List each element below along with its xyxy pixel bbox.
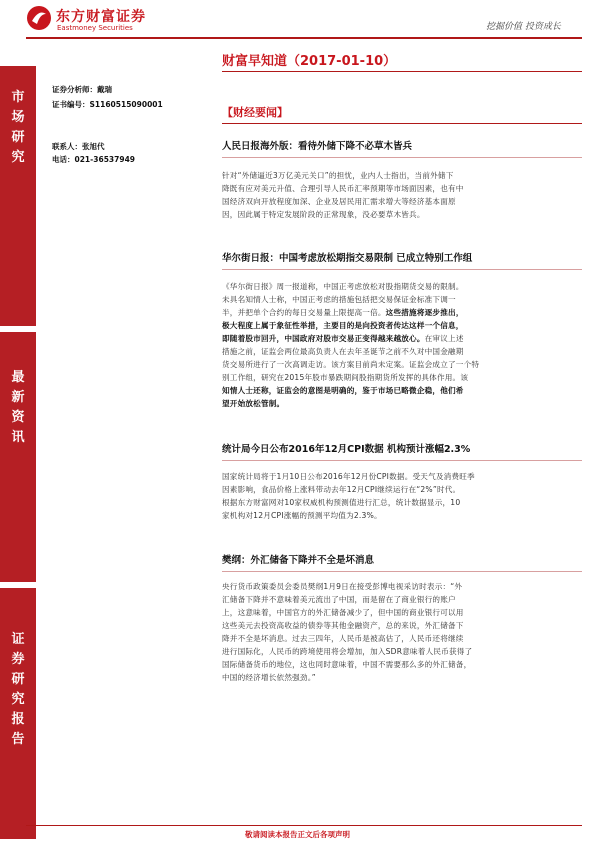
analyst-line: [52, 84, 112, 95]
article-emphasis: 知情人士还称，证监会的意图是明确的，鉴于市场已略微企稳，他们希: [222, 386, 464, 395]
article-line: 中国的经济增长依然强劲。”: [222, 673, 316, 682]
article-line: 根据东方财富网对10家权威机构预测值进行汇总，统计数据显示，10: [222, 498, 461, 507]
contact-line: [52, 141, 105, 152]
article-line: 别工作组，研究在2015年股市暴跌期间股指期货所发挥的具体作用。该: [222, 373, 469, 382]
article-heading: 统计局今日公布2016年12月CPI数据 机构预计涨幅2.3%: [222, 444, 471, 455]
sidebar: [0, 66, 36, 839]
brand-name: 东方财富证券: [56, 9, 146, 25]
title-divider: [222, 71, 582, 72]
header-divider: [26, 37, 582, 39]
article-emphasis: 这些措施将逐步推出，: [385, 308, 464, 317]
article-emphasis: 即随着股市回升，中国政府对股市交易正变得越来越放心。: [222, 334, 425, 343]
article-line: 进行国际化，人民币的跨境使用将会增加，加入SDR意味着人民币获得了: [222, 647, 473, 656]
article-line: 国家统计局将于1月10日公布2016年12月份CPI数据。受天气及消费旺季: [222, 472, 475, 481]
article-line: [222, 306, 582, 319]
article-body: [222, 169, 582, 221]
footer-disclaimer: 敬请阅读本报告正文后各项声明: [245, 830, 350, 839]
article-emphasis: 望开始放松管制。: [222, 399, 285, 408]
article-line: 降既有应对美元升值、合理引导人民币汇率预期等市场面因素，也有中: [222, 184, 464, 193]
article-divider: [222, 571, 582, 572]
report-title: 财富早知道（2017-01-10）: [222, 54, 397, 69]
article-body: [222, 280, 582, 410]
article-text: 在审议上述: [424, 334, 464, 343]
article-line: 国经济双向开放程度加深、企业及居民用汇需求增大等经济基本面原: [222, 197, 456, 206]
article-line: [222, 332, 582, 345]
article-heading: 人民日报海外版：看待外储下降不必草木皆兵: [222, 141, 413, 152]
article-line: 因素影响，食品价格上涨料带动去年12月CPI继续运行在“2%”时代。: [222, 485, 461, 494]
article-line: 因，因此属于特定发展阶段的正常现象，没必要草木皆兵。: [222, 210, 425, 219]
article-body: [222, 470, 582, 522]
sidebar-label-report: 证券研究报告: [11, 632, 25, 747]
article-line: 国际储备货币的地位，这也同时意味着，中国不需要那么多的外汇储备，: [222, 660, 472, 669]
article-line: 央行货币政策委员会委员樊纲1月9日在接受彭博电视采访时表示：“外: [222, 582, 463, 591]
section-label: 【财经要闻】: [222, 106, 288, 119]
article-line: [222, 319, 582, 332]
article-line: 这些美元去投资高收益的债券等其他金融资产，总的来说，外汇储备下: [222, 621, 464, 630]
cert-number: S1160515090001: [89, 100, 163, 109]
cert-label: 证书编号：: [52, 100, 90, 109]
article-emphasis: 极大程度上属于象征性举措，主要目的是向投资者传达这样一个信息，: [222, 321, 464, 330]
article-line: [222, 384, 582, 397]
phone-label: 电话：: [52, 155, 75, 164]
sidebar-block-news: [0, 332, 36, 582]
article-heading: 樊纲：外汇储备下降并不全是坏消息: [222, 555, 375, 566]
article-line: 《华尔街日报》周一报道称，中国正考虑放松对股指期货交易的限制。: [222, 282, 464, 291]
article-line: 降并不全是坏消息。过去三四年，人民币是被高估了，人民币还将继续: [222, 634, 464, 643]
analyst-name: 戴瑞: [97, 85, 112, 94]
article-line: 针对“外储逼近3万亿美元关口”的担忧，业内人士指出，当前外储下: [222, 171, 454, 180]
footer-divider: [26, 825, 582, 826]
sidebar-block-market: [0, 66, 36, 326]
article-line: 未具名知情人士称，中国正考虑的措施包括把交易保证金标准下调一: [222, 295, 456, 304]
article-line: 汇储备下降并不意味着美元流出了中国，而是留在了商业银行的账户: [222, 595, 456, 604]
cert-line: [52, 99, 163, 110]
analyst-label: 证券分析师：: [52, 85, 97, 94]
article-line: 货交易所进行了一次高调走访。该方案目前尚未定案。证监会成立了一个特: [222, 360, 480, 369]
article-heading: 华尔街日报：中国考虑放松期指交易限制 已成立特别工作组: [222, 253, 473, 264]
article-divider: [222, 460, 582, 461]
sidebar-label-news: 最新资讯: [11, 370, 25, 445]
contact-label: 联系人：: [52, 142, 82, 151]
contact-name: 张旭代: [82, 142, 105, 151]
sidebar-label-market: 市场研究: [11, 90, 25, 165]
phone-number: 021-36537949: [74, 155, 136, 164]
article-line: 上，这意味着，中国官方的外汇储备减少了，但中国的商业银行可以用: [222, 608, 464, 617]
article-divider: [222, 157, 582, 158]
section-divider: [222, 123, 582, 124]
article-line: 家机构对12月CPI涨幅的预测平均值为2.3%。: [222, 511, 382, 520]
sidebar-block-report: [0, 588, 36, 839]
phone-line: [52, 154, 135, 165]
eastmoney-logo-icon: [26, 5, 52, 31]
article-divider: [222, 269, 582, 270]
slogan: 挖掘价值 投资成长: [486, 22, 561, 32]
article-line: 措施之前，证监会两位最高负责人在去年圣诞节之前不久对中国金融期: [222, 347, 464, 356]
brand-name-english: Eastmoney Securities: [57, 24, 133, 32]
article-line: [222, 397, 582, 410]
article-body: [222, 580, 582, 684]
article-text: 半，并把单个合约的每日交易量上限提高一倍。: [222, 308, 386, 317]
